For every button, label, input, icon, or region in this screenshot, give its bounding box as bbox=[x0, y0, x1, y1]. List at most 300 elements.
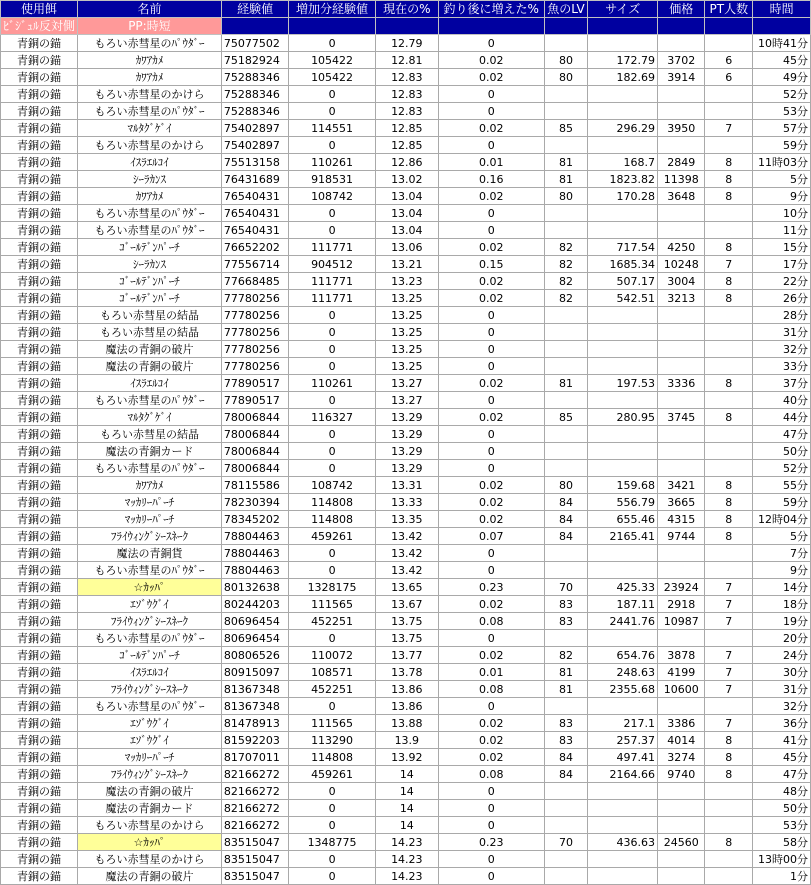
cell-exp[interactable]: 76540431 bbox=[221, 222, 289, 239]
cell-current-pct[interactable]: 13.9 bbox=[375, 732, 438, 749]
cell-bait[interactable]: 青銅の錨 bbox=[1, 851, 78, 868]
cell-current-pct[interactable]: 13.27 bbox=[375, 375, 438, 392]
cell-price[interactable]: 4199 bbox=[658, 664, 705, 681]
cell-current-pct[interactable]: 13.35 bbox=[375, 511, 438, 528]
cell-pt-count[interactable] bbox=[705, 562, 753, 579]
cell-size[interactable]: 159.68 bbox=[588, 477, 658, 494]
cell-price[interactable] bbox=[658, 868, 705, 885]
cell-exp-gain[interactable]: 0 bbox=[289, 698, 375, 715]
cell-exp[interactable]: 75288346 bbox=[221, 86, 289, 103]
cell-current-pct[interactable]: 12.83 bbox=[375, 69, 438, 86]
cell-bait[interactable]: 青銅の錨 bbox=[1, 460, 78, 477]
empty-cell[interactable] bbox=[705, 18, 753, 35]
cell-size[interactable] bbox=[588, 222, 658, 239]
header-cell-current-pct[interactable]: 現在の% bbox=[375, 1, 438, 18]
cell-fish-lv[interactable] bbox=[544, 392, 588, 409]
cell-fish-lv[interactable]: 70 bbox=[544, 834, 588, 851]
cell-pct-gain[interactable]: 0 bbox=[438, 103, 544, 120]
cell-name[interactable]: ｴｿﾞｳｸﾞｲ bbox=[78, 732, 222, 749]
cell-exp[interactable]: 77890517 bbox=[221, 392, 289, 409]
cell-fish-lv[interactable] bbox=[544, 868, 588, 885]
cell-exp[interactable]: 82166272 bbox=[221, 766, 289, 783]
cell-exp[interactable]: 75182924 bbox=[221, 52, 289, 69]
cell-pct-gain[interactable]: 0.08 bbox=[438, 613, 544, 630]
cell-pt-count[interactable]: 8 bbox=[705, 188, 753, 205]
cell-bait[interactable]: 青銅の錨 bbox=[1, 647, 78, 664]
cell-price[interactable] bbox=[658, 358, 705, 375]
cell-name[interactable]: もろい赤彗星のﾊﾟｳﾀﾞｰ bbox=[78, 562, 222, 579]
cell-pt-count[interactable]: 8 bbox=[705, 749, 753, 766]
cell-fish-lv[interactable] bbox=[544, 341, 588, 358]
cell-pt-count[interactable]: 8 bbox=[705, 154, 753, 171]
empty-cell[interactable] bbox=[438, 18, 544, 35]
cell-pt-count[interactable]: 8 bbox=[705, 171, 753, 188]
cell-current-pct[interactable]: 13.04 bbox=[375, 222, 438, 239]
cell-bait[interactable]: 青銅の錨 bbox=[1, 426, 78, 443]
cell-pct-gain[interactable]: 0 bbox=[438, 341, 544, 358]
cell-bait[interactable]: 青銅の錨 bbox=[1, 477, 78, 494]
cell-size[interactable] bbox=[588, 426, 658, 443]
cell-bait[interactable]: 青銅の錨 bbox=[1, 205, 78, 222]
cell-fish-lv[interactable]: 85 bbox=[544, 120, 588, 137]
cell-current-pct[interactable]: 13.33 bbox=[375, 494, 438, 511]
cell-name[interactable]: もろい赤彗星のﾊﾟｳﾀﾞｰ bbox=[78, 103, 222, 120]
cell-exp-gain[interactable]: 918531 bbox=[289, 171, 375, 188]
empty-cell[interactable] bbox=[544, 18, 588, 35]
cell-name[interactable]: もろい赤彗星の結晶 bbox=[78, 324, 222, 341]
cell-time[interactable]: 49分 bbox=[753, 69, 811, 86]
cell-exp-gain[interactable]: 0 bbox=[289, 562, 375, 579]
cell-exp[interactable]: 78006844 bbox=[221, 443, 289, 460]
cell-name[interactable]: ﾏｯｶﾘｰﾊﾟｰﾁ bbox=[78, 749, 222, 766]
cell-pct-gain[interactable]: 0.23 bbox=[438, 579, 544, 596]
cell-size[interactable]: 187.11 bbox=[588, 596, 658, 613]
cell-time[interactable]: 26分 bbox=[753, 290, 811, 307]
cell-pt-count[interactable] bbox=[705, 630, 753, 647]
cell-price[interactable] bbox=[658, 800, 705, 817]
cell-fish-lv[interactable] bbox=[544, 358, 588, 375]
cell-time[interactable]: 1分 bbox=[753, 868, 811, 885]
cell-bait[interactable]: 青銅の錨 bbox=[1, 698, 78, 715]
cell-pt-count[interactable] bbox=[705, 103, 753, 120]
cell-exp[interactable]: 81367348 bbox=[221, 681, 289, 698]
cell-pct-gain[interactable]: 0 bbox=[438, 222, 544, 239]
cell-exp-gain[interactable]: 0 bbox=[289, 817, 375, 834]
cell-bait[interactable]: 青銅の錨 bbox=[1, 52, 78, 69]
cell-price[interactable] bbox=[658, 222, 705, 239]
cell-current-pct[interactable]: 13.75 bbox=[375, 613, 438, 630]
cell-exp-gain[interactable]: 114808 bbox=[289, 511, 375, 528]
cell-current-pct[interactable]: 14 bbox=[375, 783, 438, 800]
cell-fish-lv[interactable] bbox=[544, 800, 588, 817]
cell-pct-gain[interactable]: 0 bbox=[438, 783, 544, 800]
cell-time[interactable]: 53分 bbox=[753, 817, 811, 834]
cell-exp-gain[interactable]: 0 bbox=[289, 341, 375, 358]
cell-pt-count[interactable]: 7 bbox=[705, 715, 753, 732]
cell-bait[interactable]: 青銅の錨 bbox=[1, 630, 78, 647]
cell-size[interactable] bbox=[588, 868, 658, 885]
cell-bait[interactable]: 青銅の錨 bbox=[1, 613, 78, 630]
cell-exp[interactable]: 83515047 bbox=[221, 851, 289, 868]
cell-current-pct[interactable]: 13.42 bbox=[375, 528, 438, 545]
cell-current-pct[interactable]: 13.25 bbox=[375, 307, 438, 324]
cell-current-pct[interactable]: 12.79 bbox=[375, 35, 438, 52]
header-cell-bait[interactable]: 使用餌 bbox=[1, 1, 78, 18]
cell-fish-lv[interactable]: 83 bbox=[544, 715, 588, 732]
cell-pct-gain[interactable]: 0.02 bbox=[438, 52, 544, 69]
cell-pct-gain[interactable]: 0 bbox=[438, 800, 544, 817]
cell-pct-gain[interactable]: 0 bbox=[438, 562, 544, 579]
cell-fish-lv[interactable] bbox=[544, 103, 588, 120]
cell-name[interactable]: ﾌﾗｲｳｨﾝｸﾞｼｰｽﾈｰｸ bbox=[78, 681, 222, 698]
cell-exp-gain[interactable]: 114551 bbox=[289, 120, 375, 137]
cell-price[interactable] bbox=[658, 392, 705, 409]
cell-size[interactable]: 248.63 bbox=[588, 664, 658, 681]
cell-size[interactable]: 655.46 bbox=[588, 511, 658, 528]
cell-name[interactable]: 魔法の青銅貨 bbox=[78, 545, 222, 562]
cell-exp-gain[interactable]: 0 bbox=[289, 783, 375, 800]
cell-exp-gain[interactable]: 0 bbox=[289, 103, 375, 120]
cell-time[interactable]: 10分 bbox=[753, 205, 811, 222]
cell-price[interactable]: 3914 bbox=[658, 69, 705, 86]
cell-price[interactable]: 10248 bbox=[658, 256, 705, 273]
cell-price[interactable]: 4315 bbox=[658, 511, 705, 528]
cell-pt-count[interactable] bbox=[705, 545, 753, 562]
cell-time[interactable]: 30分 bbox=[753, 664, 811, 681]
empty-cell[interactable] bbox=[658, 18, 705, 35]
cell-pct-gain[interactable]: 0 bbox=[438, 630, 544, 647]
cell-pt-count[interactable]: 7 bbox=[705, 596, 753, 613]
cell-bait[interactable]: 青銅の錨 bbox=[1, 35, 78, 52]
cell-size[interactable]: 654.76 bbox=[588, 647, 658, 664]
cell-exp[interactable]: 75288346 bbox=[221, 103, 289, 120]
cell-bait[interactable]: 青銅の錨 bbox=[1, 715, 78, 732]
cell-bait[interactable]: 青銅の錨 bbox=[1, 443, 78, 460]
cell-bait[interactable]: 青銅の錨 bbox=[1, 341, 78, 358]
cell-bait[interactable]: 青銅の錨 bbox=[1, 375, 78, 392]
cell-name[interactable]: 魔法の青銅の破片 bbox=[78, 868, 222, 885]
cell-price[interactable] bbox=[658, 817, 705, 834]
cell-size[interactable]: 2441.76 bbox=[588, 613, 658, 630]
cell-current-pct[interactable]: 13.31 bbox=[375, 477, 438, 494]
cell-size[interactable]: 1685.34 bbox=[588, 256, 658, 273]
cell-pct-gain[interactable]: 0 bbox=[438, 86, 544, 103]
cell-time[interactable]: 37分 bbox=[753, 375, 811, 392]
cell-price[interactable] bbox=[658, 630, 705, 647]
cell-bait[interactable]: 青銅の錨 bbox=[1, 392, 78, 409]
cell-bait[interactable]: 青銅の錨 bbox=[1, 783, 78, 800]
cell-pt-count[interactable] bbox=[705, 392, 753, 409]
cell-name[interactable]: 魔法の青銅の破片 bbox=[78, 358, 222, 375]
cell-time[interactable]: 45分 bbox=[753, 749, 811, 766]
cell-fish-lv[interactable] bbox=[544, 307, 588, 324]
cell-price[interactable]: 9744 bbox=[658, 528, 705, 545]
cell-exp-gain[interactable]: 114808 bbox=[289, 749, 375, 766]
cell-pt-count[interactable] bbox=[705, 307, 753, 324]
cell-name[interactable]: もろい赤彗星のﾊﾟｳﾀﾞｰ bbox=[78, 392, 222, 409]
header-cell-pct-gain[interactable]: 釣り後に増えた% bbox=[438, 1, 544, 18]
cell-price[interactable] bbox=[658, 103, 705, 120]
cell-price[interactable] bbox=[658, 205, 705, 222]
cell-time[interactable]: 9分 bbox=[753, 188, 811, 205]
cell-name[interactable]: もろい赤彗星のﾊﾟｳﾀﾞｰ bbox=[78, 630, 222, 647]
cell-name[interactable]: ｲｽﾗｴﾙｺｲ bbox=[78, 375, 222, 392]
cell-name[interactable]: ｴｿﾞｳｸﾞｲ bbox=[78, 596, 222, 613]
cell-time[interactable]: 32分 bbox=[753, 341, 811, 358]
cell-pt-count[interactable] bbox=[705, 460, 753, 477]
cell-pt-count[interactable] bbox=[705, 86, 753, 103]
cell-exp[interactable]: 82166272 bbox=[221, 800, 289, 817]
cell-price[interactable] bbox=[658, 137, 705, 154]
cell-current-pct[interactable]: 13.42 bbox=[375, 545, 438, 562]
cell-name[interactable]: ｴｿﾞｳｸﾞｲ bbox=[78, 715, 222, 732]
cell-size[interactable]: 296.29 bbox=[588, 120, 658, 137]
cell-exp[interactable]: 81478913 bbox=[221, 715, 289, 732]
cell-pct-gain[interactable]: 0.08 bbox=[438, 766, 544, 783]
cell-pt-count[interactable]: 7 bbox=[705, 647, 753, 664]
cell-fish-lv[interactable] bbox=[544, 562, 588, 579]
cell-name[interactable]: ｶﾜｱｶﾒ bbox=[78, 52, 222, 69]
cell-bait[interactable]: 青銅の錨 bbox=[1, 664, 78, 681]
cell-exp[interactable]: 78006844 bbox=[221, 460, 289, 477]
cell-current-pct[interactable]: 13.27 bbox=[375, 392, 438, 409]
cell-time[interactable]: 53分 bbox=[753, 103, 811, 120]
cell-pt-count[interactable]: 7 bbox=[705, 256, 753, 273]
cell-exp-gain[interactable]: 0 bbox=[289, 443, 375, 460]
cell-exp[interactable]: 78345202 bbox=[221, 511, 289, 528]
cell-pt-count[interactable] bbox=[705, 443, 753, 460]
cell-current-pct[interactable]: 13.88 bbox=[375, 715, 438, 732]
cell-price[interactable] bbox=[658, 324, 705, 341]
cell-pct-gain[interactable]: 0.02 bbox=[438, 239, 544, 256]
cell-bait[interactable]: 青銅の錨 bbox=[1, 494, 78, 511]
cell-current-pct[interactable]: 12.85 bbox=[375, 120, 438, 137]
cell-fish-lv[interactable] bbox=[544, 426, 588, 443]
cell-pt-count[interactable]: 8 bbox=[705, 528, 753, 545]
cell-bait[interactable]: 青銅の錨 bbox=[1, 749, 78, 766]
cell-price[interactable]: 2849 bbox=[658, 154, 705, 171]
cell-pt-count[interactable]: 7 bbox=[705, 681, 753, 698]
cell-exp[interactable]: 77780256 bbox=[221, 341, 289, 358]
cell-pt-count[interactable]: 8 bbox=[705, 273, 753, 290]
cell-price[interactable]: 4250 bbox=[658, 239, 705, 256]
cell-pct-gain[interactable]: 0 bbox=[438, 358, 544, 375]
cell-pct-gain[interactable]: 0.15 bbox=[438, 256, 544, 273]
cell-current-pct[interactable]: 13.29 bbox=[375, 426, 438, 443]
cell-exp[interactable]: 76652202 bbox=[221, 239, 289, 256]
cell-current-pct[interactable]: 13.23 bbox=[375, 273, 438, 290]
cell-fish-lv[interactable] bbox=[544, 630, 588, 647]
cell-exp-gain[interactable]: 0 bbox=[289, 35, 375, 52]
cell-pt-count[interactable] bbox=[705, 426, 753, 443]
cell-time[interactable]: 9分 bbox=[753, 562, 811, 579]
cell-price[interactable]: 23924 bbox=[658, 579, 705, 596]
cell-price[interactable] bbox=[658, 545, 705, 562]
cell-exp-gain[interactable]: 108571 bbox=[289, 664, 375, 681]
header-cell-pt-count[interactable]: PT人数 bbox=[705, 1, 753, 18]
cell-fish-lv[interactable] bbox=[544, 783, 588, 800]
cell-time[interactable]: 24分 bbox=[753, 647, 811, 664]
cell-price[interactable]: 3702 bbox=[658, 52, 705, 69]
cell-size[interactable]: 436.63 bbox=[588, 834, 658, 851]
cell-name[interactable]: もろい赤彗星のﾊﾟｳﾀﾞｰ bbox=[78, 698, 222, 715]
cell-current-pct[interactable]: 14.23 bbox=[375, 851, 438, 868]
cell-exp-gain[interactable]: 904512 bbox=[289, 256, 375, 273]
cell-current-pct[interactable]: 13.25 bbox=[375, 324, 438, 341]
cell-pct-gain[interactable]: 0 bbox=[438, 137, 544, 154]
cell-bait[interactable]: 青銅の錨 bbox=[1, 188, 78, 205]
cell-pt-count[interactable]: 8 bbox=[705, 511, 753, 528]
header-cell-time[interactable]: 時間 bbox=[753, 1, 811, 18]
cell-pct-gain[interactable]: 0 bbox=[438, 392, 544, 409]
cell-bait[interactable]: 青銅の錨 bbox=[1, 528, 78, 545]
cell-name[interactable]: もろい赤彗星の結晶 bbox=[78, 426, 222, 443]
cell-price[interactable] bbox=[658, 426, 705, 443]
cell-time[interactable]: 31分 bbox=[753, 324, 811, 341]
cell-pct-gain[interactable]: 0.02 bbox=[438, 409, 544, 426]
cell-exp-gain[interactable]: 0 bbox=[289, 630, 375, 647]
cell-exp[interactable]: 78804463 bbox=[221, 545, 289, 562]
cell-price[interactable] bbox=[658, 443, 705, 460]
cell-pt-count[interactable] bbox=[705, 851, 753, 868]
cell-time[interactable]: 50分 bbox=[753, 443, 811, 460]
cell-bait[interactable]: 青銅の錨 bbox=[1, 596, 78, 613]
cell-exp[interactable]: 75402897 bbox=[221, 137, 289, 154]
cell-pct-gain[interactable]: 0 bbox=[438, 817, 544, 834]
cell-time[interactable]: 59分 bbox=[753, 137, 811, 154]
cell-name[interactable]: 魔法の青銅カード bbox=[78, 800, 222, 817]
cell-exp-gain[interactable]: 105422 bbox=[289, 52, 375, 69]
cell-size[interactable]: 197.53 bbox=[588, 375, 658, 392]
cell-pct-gain[interactable]: 0.08 bbox=[438, 681, 544, 698]
cell-pt-count[interactable] bbox=[705, 137, 753, 154]
cell-pt-count[interactable]: 8 bbox=[705, 732, 753, 749]
cell-pct-gain[interactable]: 0.02 bbox=[438, 375, 544, 392]
cell-exp[interactable]: 82166272 bbox=[221, 783, 289, 800]
cell-bait[interactable]: 青銅の錨 bbox=[1, 817, 78, 834]
cell-pct-gain[interactable]: 0.07 bbox=[438, 528, 544, 545]
cell-current-pct[interactable]: 13.42 bbox=[375, 562, 438, 579]
cell-pt-count[interactable] bbox=[705, 35, 753, 52]
cell-pt-count[interactable] bbox=[705, 341, 753, 358]
cell-pct-gain[interactable]: 0.01 bbox=[438, 664, 544, 681]
cell-exp-gain[interactable]: 111771 bbox=[289, 239, 375, 256]
cell-exp[interactable]: 77890517 bbox=[221, 375, 289, 392]
cell-time[interactable]: 57分 bbox=[753, 120, 811, 137]
cell-fish-lv[interactable] bbox=[544, 222, 588, 239]
cell-size[interactable]: 172.79 bbox=[588, 52, 658, 69]
cell-exp[interactable]: 77780256 bbox=[221, 307, 289, 324]
cell-pct-gain[interactable]: 0.02 bbox=[438, 715, 544, 732]
cell-pct-gain[interactable]: 0 bbox=[438, 460, 544, 477]
cell-size[interactable]: 2355.68 bbox=[588, 681, 658, 698]
cell-fish-lv[interactable]: 84 bbox=[544, 494, 588, 511]
cell-price[interactable]: 10987 bbox=[658, 613, 705, 630]
cell-current-pct[interactable]: 13.25 bbox=[375, 290, 438, 307]
cell-price[interactable]: 3745 bbox=[658, 409, 705, 426]
cell-exp-gain[interactable]: 0 bbox=[289, 358, 375, 375]
cell-time[interactable]: 58分 bbox=[753, 834, 811, 851]
cell-fish-lv[interactable]: 81 bbox=[544, 154, 588, 171]
cell-pt-count[interactable] bbox=[705, 783, 753, 800]
cell-exp[interactable]: 81707011 bbox=[221, 749, 289, 766]
cell-size[interactable]: 497.41 bbox=[588, 749, 658, 766]
cell-price[interactable]: 11398 bbox=[658, 171, 705, 188]
cell-name[interactable]: ｲｽﾗｴﾙｺｲ bbox=[78, 664, 222, 681]
cell-time[interactable]: 18分 bbox=[753, 596, 811, 613]
header-cell-size[interactable]: サイズ bbox=[588, 1, 658, 18]
cell-current-pct[interactable]: 13.78 bbox=[375, 664, 438, 681]
cell-size[interactable]: 1823.82 bbox=[588, 171, 658, 188]
cell-fish-lv[interactable]: 84 bbox=[544, 511, 588, 528]
cell-time[interactable]: 19分 bbox=[753, 613, 811, 630]
cell-pct-gain[interactable]: 0.02 bbox=[438, 188, 544, 205]
cell-fish-lv[interactable]: 81 bbox=[544, 171, 588, 188]
cell-fish-lv[interactable]: 85 bbox=[544, 409, 588, 426]
cell-fish-lv[interactable]: 80 bbox=[544, 477, 588, 494]
cell-bait[interactable]: 青銅の錨 bbox=[1, 86, 78, 103]
cell-price[interactable]: 24560 bbox=[658, 834, 705, 851]
cell-pt-count[interactable] bbox=[705, 868, 753, 885]
cell-exp[interactable]: 77780256 bbox=[221, 290, 289, 307]
cell-name[interactable]: ﾏｯｶﾘｰﾊﾟｰﾁ bbox=[78, 511, 222, 528]
cell-size[interactable] bbox=[588, 392, 658, 409]
cell-exp-gain[interactable]: 0 bbox=[289, 324, 375, 341]
cell-size[interactable] bbox=[588, 783, 658, 800]
cell-bait[interactable]: 青銅の錨 bbox=[1, 511, 78, 528]
cell-exp[interactable]: 80132638 bbox=[221, 579, 289, 596]
cell-size[interactable] bbox=[588, 341, 658, 358]
cell-time[interactable]: 7分 bbox=[753, 545, 811, 562]
cell-time[interactable]: 55分 bbox=[753, 477, 811, 494]
cell-exp-gain[interactable]: 110072 bbox=[289, 647, 375, 664]
cell-exp[interactable]: 80915097 bbox=[221, 664, 289, 681]
cell-price[interactable] bbox=[658, 562, 705, 579]
cell-bait[interactable]: 青銅の錨 bbox=[1, 69, 78, 86]
cell-pt-count[interactable]: 6 bbox=[705, 52, 753, 69]
cell-pt-count[interactable] bbox=[705, 817, 753, 834]
cell-size[interactable] bbox=[588, 698, 658, 715]
cell-time[interactable]: 50分 bbox=[753, 800, 811, 817]
cell-fish-lv[interactable]: 80 bbox=[544, 69, 588, 86]
cell-pt-count[interactable] bbox=[705, 358, 753, 375]
cell-name[interactable]: ﾌﾗｲｳｨﾝｸﾞｼｰｽﾈｰｸ bbox=[78, 766, 222, 783]
cell-bait[interactable]: 青銅の錨 bbox=[1, 290, 78, 307]
cell-exp-gain[interactable]: 0 bbox=[289, 205, 375, 222]
cell-exp-gain[interactable]: 0 bbox=[289, 426, 375, 443]
cell-pt-count[interactable] bbox=[705, 324, 753, 341]
cell-size[interactable]: 542.51 bbox=[588, 290, 658, 307]
cell-fish-lv[interactable] bbox=[544, 324, 588, 341]
cell-exp[interactable]: 78006844 bbox=[221, 426, 289, 443]
cell-current-pct[interactable]: 14 bbox=[375, 800, 438, 817]
cell-pt-count[interactable]: 8 bbox=[705, 494, 753, 511]
cell-size[interactable]: 280.95 bbox=[588, 409, 658, 426]
pp-label[interactable]: PP:時短 bbox=[78, 18, 222, 35]
cell-exp-gain[interactable]: 0 bbox=[289, 392, 375, 409]
cell-time[interactable]: 33分 bbox=[753, 358, 811, 375]
cell-fish-lv[interactable] bbox=[544, 86, 588, 103]
cell-exp-gain[interactable]: 0 bbox=[289, 307, 375, 324]
cell-time[interactable]: 52分 bbox=[753, 460, 811, 477]
cell-pct-gain[interactable]: 0 bbox=[438, 698, 544, 715]
cell-pt-count[interactable]: 7 bbox=[705, 664, 753, 681]
cell-name[interactable]: もろい赤彗星のかけら bbox=[78, 851, 222, 868]
cell-name[interactable]: ｺﾞｰﾙﾃﾞﾝﾊﾟｰﾁ bbox=[78, 273, 222, 290]
cell-pt-count[interactable] bbox=[705, 698, 753, 715]
cell-size[interactable] bbox=[588, 851, 658, 868]
cell-price[interactable] bbox=[658, 307, 705, 324]
